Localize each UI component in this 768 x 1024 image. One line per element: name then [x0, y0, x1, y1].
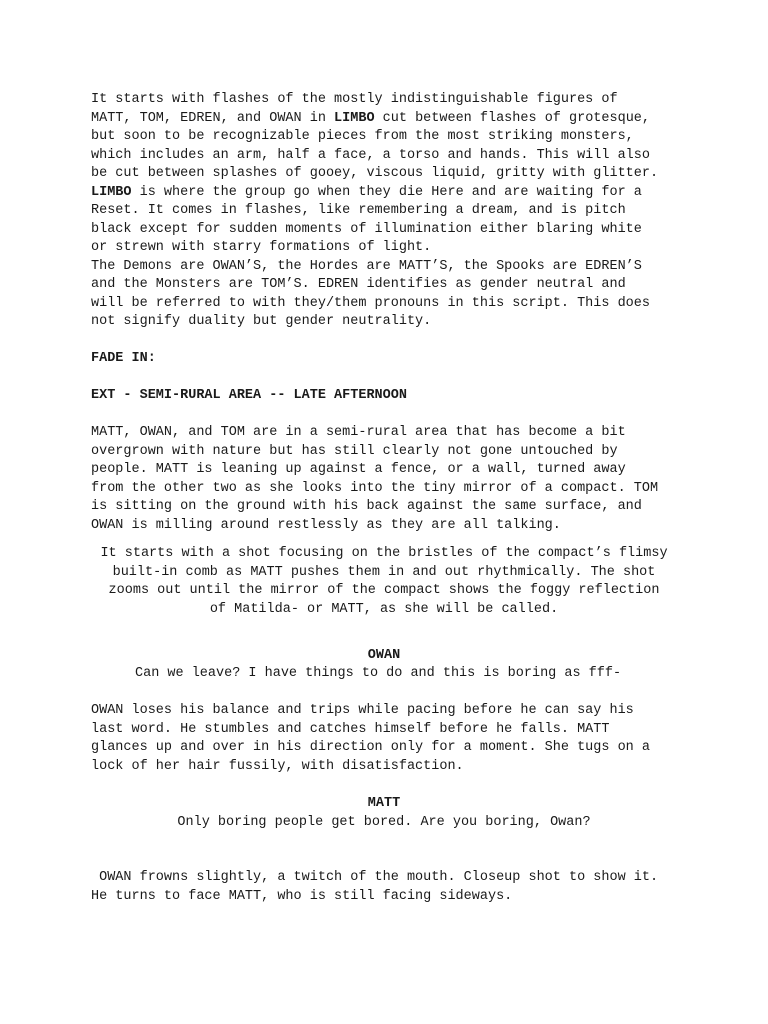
- text-segment: is where the group go when they die Here and are waiting for a: [131, 184, 642, 200]
- text-segment: be cut between splashes of gooey, viscous liquid, gritty with glitter.: [91, 166, 659, 181]
- text-line: It starts with a shot focusing on the bristles of the compact’s flimsy: [100, 546, 668, 561]
- text-line: [91, 147, 658, 166]
- text-line: of Matilda- or MATT, as she will be called.: [209, 601, 559, 617]
- action-paragraph: [91, 424, 658, 535]
- text-line: MATT, OWAN, and TOM are in a semi-rural area that has become a bit: [91, 425, 626, 440]
- text-line: [91, 258, 658, 277]
- text-line: [91, 276, 658, 295]
- text-segment: cut between flashes of grotesque,: [374, 110, 651, 126]
- scene-heading: EXT - SEMI-RURAL AREA -- LATE AFTERNOON: [91, 388, 407, 403]
- text-segment: MATT, TOM, EDREN, and OWAN in: [91, 110, 335, 126]
- transition-fade-in: FADE IN:: [91, 351, 156, 366]
- text-line: OWAN loses his balance and trips while pacing before he can say his: [91, 703, 634, 718]
- character-name-matt: MATT: [367, 796, 401, 811]
- text-segment: black except for sudden moments of illumination either blaring white: [91, 221, 642, 237]
- text-line: OWAN is milling around restlessly as they are all talking.: [91, 517, 561, 533]
- text-line: is sitting on the ground with his back against the same surface, and: [91, 499, 642, 514]
- text-segment: which includes an arm, half a face, a torso and hands. This will also: [91, 147, 650, 163]
- intro-paragraph: [91, 91, 658, 332]
- text-line: glances up and over in his direction only for a moment. She tugs on a: [91, 740, 650, 755]
- text-line: [91, 110, 658, 129]
- text-segment: The Demons are OWAN’S, the Hordes are MATT’S, the Spooks are EDREN’S: [91, 258, 642, 274]
- dialogue-line-matt: Only boring people get bored. Are you boring, Owan?: [177, 815, 591, 830]
- text-segment: will be referred to with they/them pronouns in this script. This does: [91, 295, 650, 311]
- action-paragraph: [91, 702, 650, 776]
- text-line: He turns to face MATT, who is still facing sideways.: [91, 888, 513, 904]
- text-line: [91, 239, 658, 258]
- text-line: built-in comb as MATT pushes them in and out rhythmically. The shot: [112, 564, 656, 580]
- action-paragraph-centered: [0, 545, 768, 619]
- text-line: lock of her hair fussily, with disatisfaction.: [91, 758, 464, 774]
- text-segment: but soon to be recognizable pieces from the most striking monsters,: [91, 129, 634, 144]
- character-name-owan: OWAN: [367, 648, 401, 663]
- text-line: from the other two as she looks into the tiny mirror of a compact. TOM: [91, 480, 659, 496]
- text-segment: It starts with flashes of the mostly indistinguishable figures of: [91, 92, 618, 107]
- bold-location-term: LIMBO: [91, 184, 132, 200]
- text-segment: not signify duality but gender neutrality.: [91, 314, 432, 329]
- action-paragraph: [91, 869, 658, 906]
- text-line: [91, 128, 658, 147]
- text-line: last word. He stumbles and catches himself before he falls. MATT: [91, 721, 610, 737]
- text-line: [91, 313, 658, 332]
- text-line: [91, 295, 658, 314]
- text-line: zooms out until the mirror of the compact shows the foggy reflection: [108, 583, 660, 598]
- text-line: [91, 184, 658, 203]
- text-line: overgrown with nature but has still clearly not gone untouched by: [91, 443, 618, 459]
- text-line: people. MATT is leaning up against a fence, or a wall, turned away: [91, 462, 626, 477]
- text-segment: Reset. It comes in flashes, like remembering a dream, and is pitch: [91, 203, 626, 218]
- text-line: [91, 165, 658, 184]
- text-line: [91, 202, 658, 221]
- dialogue-line-owan: Can we leave? I have things to do and this is boring as fff-: [135, 666, 622, 681]
- bold-location-term: LIMBO: [334, 110, 375, 126]
- text-segment: or strewn with starry formations of light.: [91, 240, 432, 255]
- text-line: [91, 221, 658, 240]
- text-line: [91, 91, 658, 110]
- text-line: OWAN frowns slightly, a twitch of the mouth. Closeup shot to show it.: [91, 870, 659, 885]
- text-segment: and the Monsters are TOM’S. EDREN identifies as gender neutral and: [91, 277, 626, 292]
